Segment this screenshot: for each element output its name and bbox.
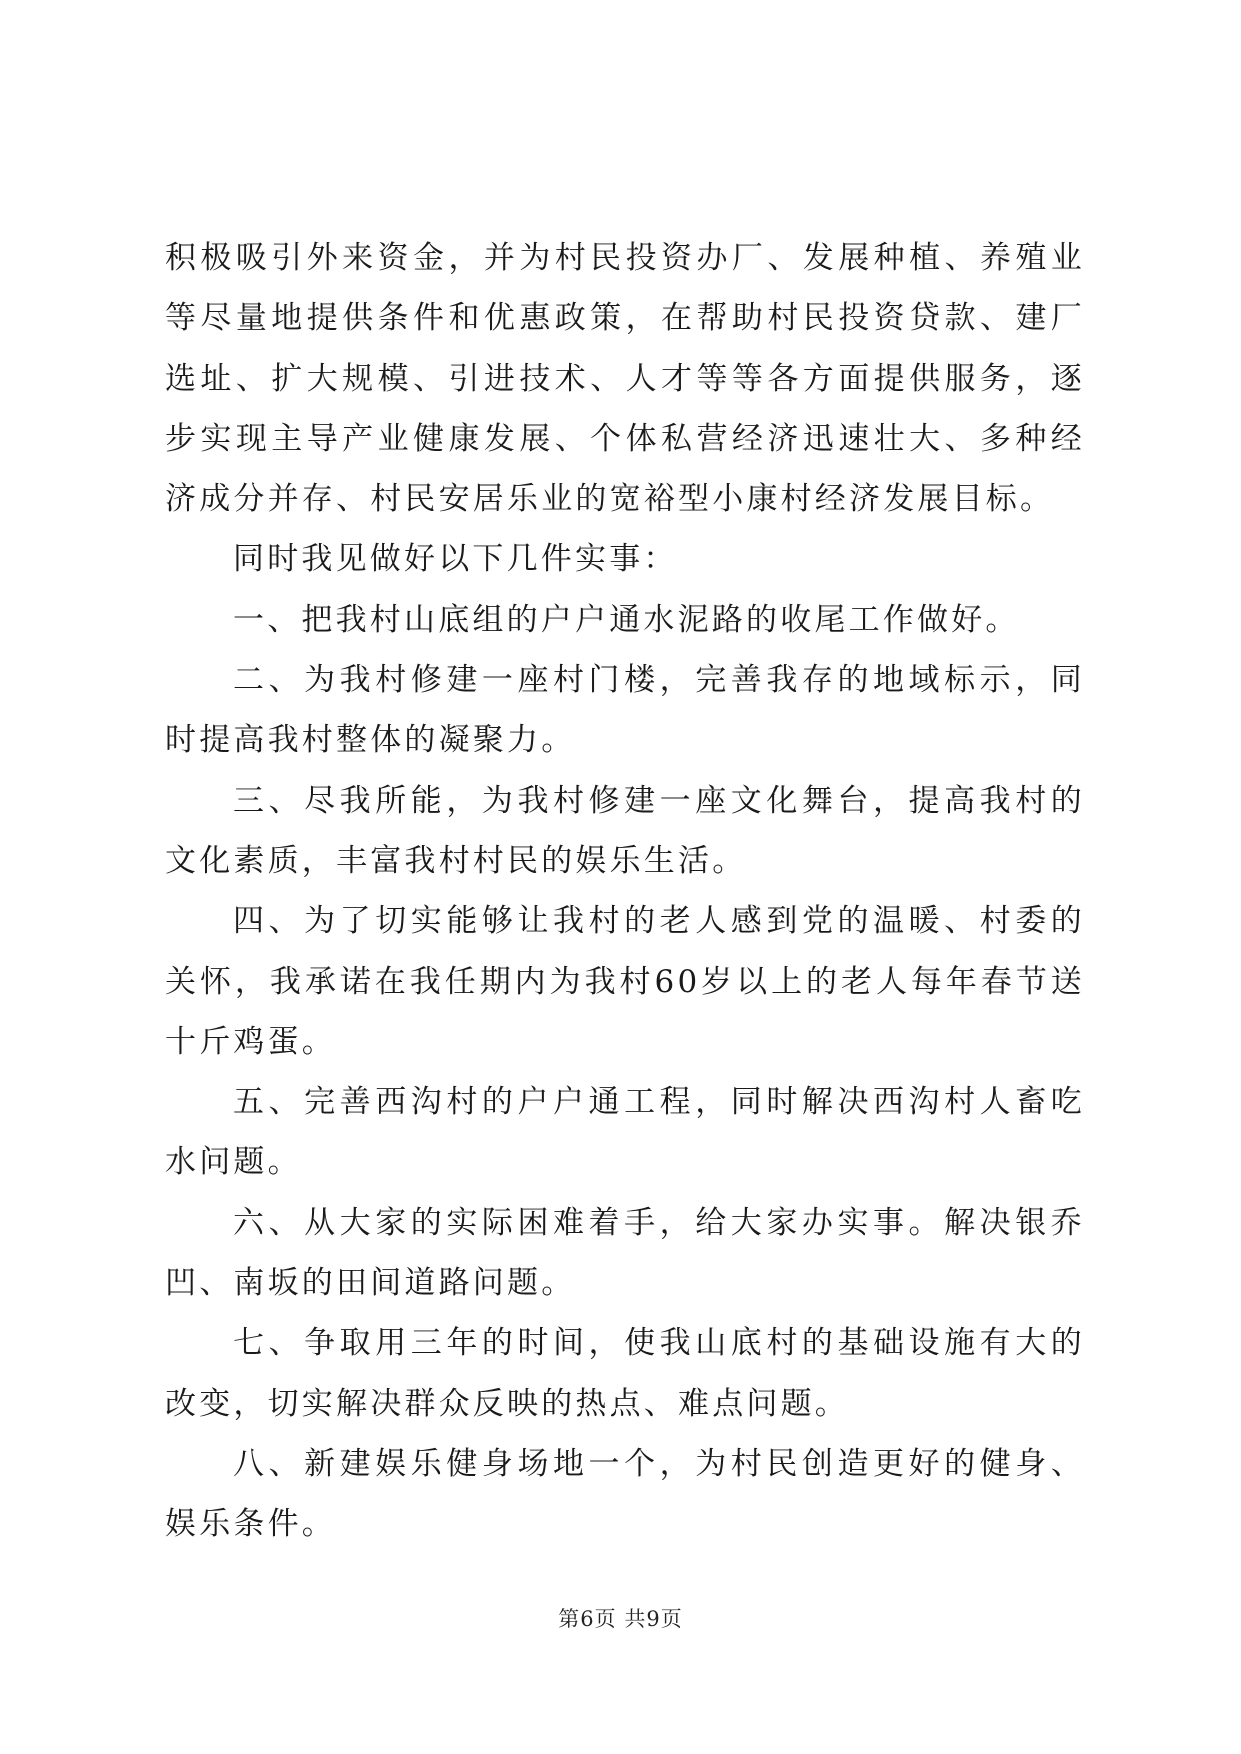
paragraph-3: 一、把我村山底组的户户通水泥路的收尾工作做好。 [233, 601, 1020, 638]
paragraph-1: 积极吸引外来资金，并为村民投资办厂、发展种植、养殖业等尽量地提供条件和优惠政策，在帮助村民投资贷款、建厂选址、扩大规模、引进技术、人才等等各方面提供服务，逐步实现主导产业健康发展、个体私营经济迅速壮大、多种经济成分并存、村民安居乐业的宽裕型小康村经济发展目标。 [165, 240, 1085, 518]
paragraph-7: 五、完善西沟村的户户通工程，同时解决西沟村人畜吃水问题。 [165, 1084, 1085, 1181]
paragraph-6: 四、为了切实能够让我村的老人感到党的温暖、村委的关怀，我承诺在我任期内为我村60岁以上的老人每年春节送十斤鸡蛋。 [165, 903, 1085, 1060]
document-body [165, 228, 1085, 1555]
paragraph-8: 六、从大家的实际困难着手，给大家办实事。解决银乔凹、南坂的田间道路问题。 [165, 1204, 1085, 1302]
paragraph-9: 七、争取用三年的时间，使我山底村的基础设施有大的改变，切实解决群众反映的热点、难点问题。 [165, 1325, 1085, 1422]
paragraph-10: 八、新建娱乐健身场地一个，为村民创造更好的健身、娱乐条件。 [165, 1445, 1085, 1543]
paragraph-4: 二、为我村修建一座村门楼，完善我存的地域标示，同时提高我村整体的凝聚力。 [165, 662, 1085, 759]
paragraph-5: 三、尽我所能，为我村修建一座文化舞台，提高我村的文化素质，丰富我村村民的娱乐生活。 [165, 782, 1085, 879]
page-footer [0, 1604, 1241, 1634]
paragraph-2: 同时我见做好以下几件实事： [233, 541, 678, 578]
page-number: 第6页 共9页 [558, 1607, 683, 1631]
